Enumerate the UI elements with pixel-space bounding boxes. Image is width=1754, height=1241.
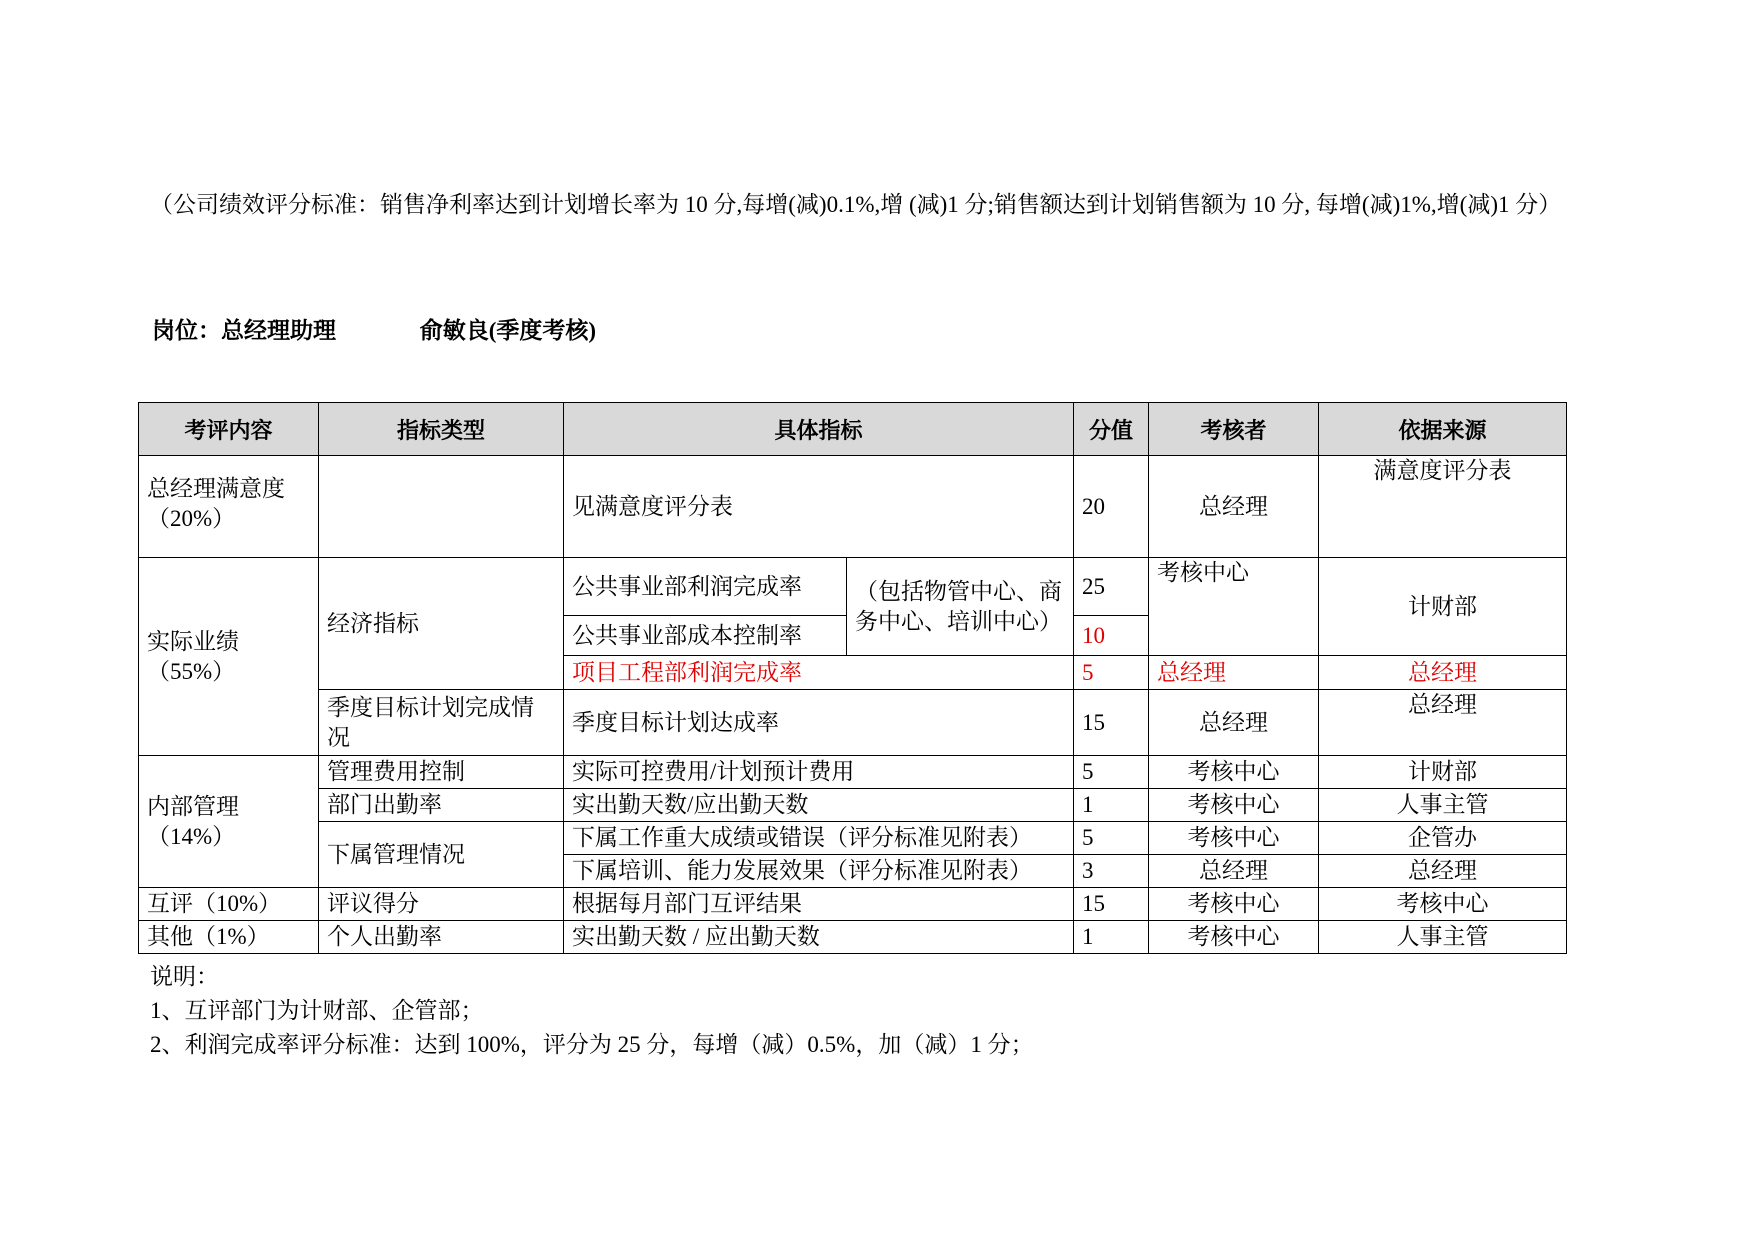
cell-indicator: 实出勤天数/应出勤天数	[564, 789, 1074, 822]
table-row	[139, 558, 1567, 616]
employee-name: 俞敏良(季度考核)	[419, 318, 597, 343]
cell-source: 计财部	[1319, 756, 1567, 789]
cell-type-empty	[319, 456, 564, 558]
cell-source: 满意度评分表	[1319, 456, 1567, 558]
cell-source: 计财部	[1319, 558, 1567, 656]
cell-assessor: 总经理	[1149, 855, 1319, 888]
cell-content: 内部管理（14%）	[139, 756, 319, 888]
cell-indicator: 项目工程部利润完成率	[564, 656, 1074, 690]
cell-assessor: 考核中心	[1149, 558, 1319, 656]
header-score: 分值	[1074, 403, 1149, 456]
cell-source: 总经理	[1319, 690, 1567, 756]
cell-indicator: 公共事业部利润完成率	[564, 558, 847, 616]
note-item: 1、互评部门为计财部、企管部；	[150, 998, 484, 1023]
post-label: 岗位：总经理助理	[152, 318, 336, 343]
cell-score: 5	[1074, 756, 1149, 789]
evaluation-table	[138, 402, 1567, 954]
table-row	[139, 789, 1567, 822]
table-header-row	[139, 403, 1567, 456]
cell-source: 人事主管	[1319, 921, 1567, 954]
post-line	[152, 312, 596, 345]
cell-content: 实际业绩（55%）	[139, 558, 319, 756]
notes-title: 说明：	[150, 964, 219, 989]
cell-assessor: 考核中心	[1149, 921, 1319, 954]
cell-source: 人事主管	[1319, 789, 1567, 822]
cell-score: 20	[1074, 456, 1149, 558]
table-row	[139, 456, 1567, 558]
cell-type: 经济指标	[319, 558, 564, 690]
notes-section	[150, 960, 1034, 1062]
cell-type: 部门出勤率	[319, 789, 564, 822]
header-assessor: 考核者	[1149, 403, 1319, 456]
table-row	[139, 921, 1567, 954]
cell-assessor: 考核中心	[1149, 888, 1319, 921]
cell-content: 总经理满意度（20%）	[139, 456, 319, 558]
cell-score: 15	[1074, 888, 1149, 921]
cell-source: 总经理	[1319, 855, 1567, 888]
cell-content: 互评（10%）	[139, 888, 319, 921]
note-item: 2、利润完成率评分标准：达到 100%，评分为 25 分，每增（减）0.5%，加（减）1 分；	[150, 1032, 1034, 1057]
table-row	[139, 690, 1567, 756]
header-content: 考评内容	[139, 403, 319, 456]
header-source: 依据来源	[1319, 403, 1567, 456]
header-indicator: 具体指标	[564, 403, 1074, 456]
cell-score: 3	[1074, 855, 1149, 888]
table-row	[139, 822, 1567, 855]
cell-score: 5	[1074, 822, 1149, 855]
cell-score: 15	[1074, 690, 1149, 756]
cell-indicator: 根据每月部门互评结果	[564, 888, 1074, 921]
table-row	[139, 756, 1567, 789]
cell-score: 1	[1074, 789, 1149, 822]
cell-type: 个人出勤率	[319, 921, 564, 954]
cell-indicator: 下属工作重大成绩或错误（评分标准见附表）	[564, 822, 1074, 855]
cell-note: （包括物管中心、商务中心、培训中心）	[847, 558, 1074, 656]
cell-type: 季度目标计划完成情况	[319, 690, 564, 756]
scoring-standard-text: （公司绩效评分标准：销售净利率达到计划增长率为 10 分,每增(减)0.1%,增 (减)1 分;销售额达到计划销售额为 10 分, 每增(减)1%,增(减)1 分）	[150, 192, 1562, 217]
table-row	[139, 888, 1567, 921]
cell-type: 评议得分	[319, 888, 564, 921]
cell-assessor: 考核中心	[1149, 822, 1319, 855]
cell-assessor: 考核中心	[1149, 756, 1319, 789]
cell-assessor: 总经理	[1149, 690, 1319, 756]
cell-indicator: 季度目标计划达成率	[564, 690, 1074, 756]
cell-indicator: 公共事业部成本控制率	[564, 616, 847, 656]
cell-source: 总经理	[1319, 656, 1567, 690]
cell-score: 10	[1074, 616, 1149, 656]
cell-source: 企管办	[1319, 822, 1567, 855]
cell-score: 1	[1074, 921, 1149, 954]
cell-assessor: 考核中心	[1149, 789, 1319, 822]
cell-indicator: 下属培训、能力发展效果（评分标准见附表）	[564, 855, 1074, 888]
cell-type: 下属管理情况	[319, 822, 564, 888]
cell-score: 25	[1074, 558, 1149, 616]
cell-score: 5	[1074, 656, 1149, 690]
cell-indicator: 实出勤天数 / 应出勤天数	[564, 921, 1074, 954]
cell-content: 其他（1%）	[139, 921, 319, 954]
cell-source: 考核中心	[1319, 888, 1567, 921]
cell-assessor: 总经理	[1149, 656, 1319, 690]
cell-indicator: 见满意度评分表	[564, 456, 1074, 558]
cell-assessor: 总经理	[1149, 456, 1319, 558]
cell-type: 管理费用控制	[319, 756, 564, 789]
header-type: 指标类型	[319, 403, 564, 456]
cell-indicator: 实际可控费用/计划预计费用	[564, 756, 1074, 789]
